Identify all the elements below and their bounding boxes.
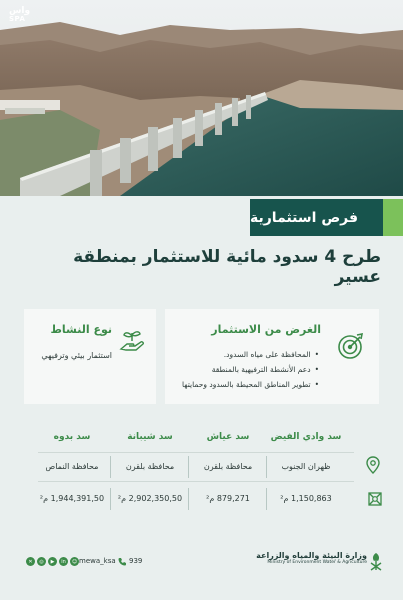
- dam-area: 1,150,863 م²: [280, 494, 332, 503]
- purpose-item: • دعم الأنشطة الترفيهية بالمنطقة: [182, 362, 319, 377]
- purpose-item: • المحافظة على مياه السدود.: [182, 347, 319, 362]
- dam-name: سد وادي الفيض: [270, 432, 342, 442]
- column-divider: [266, 488, 267, 510]
- activity-title: نوع النشاط: [50, 323, 112, 336]
- dam-area: 2,902,350,50 م²: [117, 494, 183, 503]
- ministry-name-en: Ministry of Environment Water & Agriculture: [267, 560, 367, 565]
- phone-number[interactable]: 939: [129, 557, 143, 565]
- dam-area: 879,271 م²: [206, 494, 250, 503]
- dam-location: محافظة بلقرن: [125, 462, 175, 471]
- ministry-logo-text: [256, 551, 367, 565]
- dam-area: 1,944,391,50 م²: [39, 494, 105, 503]
- plant-hand-icon: [118, 327, 146, 355]
- purpose-card: [165, 309, 379, 404]
- snapchat-icon[interactable]: ☺: [71, 558, 78, 565]
- phone-icon: [118, 557, 127, 566]
- column-divider: [188, 488, 189, 510]
- activity-text: استثمار بيئي وترفيهي: [41, 351, 112, 360]
- tag-accent-bar: [383, 199, 403, 236]
- social-handle[interactable]: mewa_ksa: [79, 557, 116, 565]
- youtube-icon[interactable]: ▶: [48, 557, 57, 566]
- spa-logo: [9, 7, 30, 23]
- activity-card: [24, 309, 156, 404]
- spa-logo-ar: واس: [9, 6, 31, 16]
- purpose-list: [182, 347, 319, 392]
- dam-location: ظهران الجنوب: [281, 462, 331, 471]
- column-divider: [110, 488, 111, 510]
- dam-location: محافظة النماص: [45, 462, 99, 471]
- headline: طرح 4 سدود مائية للاستثمار بمنطقة عسير: [73, 247, 381, 287]
- x-icon[interactable]: ✕: [26, 557, 35, 566]
- location-pin-icon: [366, 456, 380, 474]
- purpose-item: • تطوير المناطق المحيطة بالسدود وحمايتها: [182, 377, 319, 392]
- table-divider: [38, 452, 354, 453]
- column-divider: [266, 456, 267, 478]
- table-divider: [38, 481, 354, 482]
- hero-photo-dam: [0, 0, 403, 196]
- target-icon: [335, 331, 365, 361]
- dam-location: محافظة بلقرن: [203, 462, 253, 471]
- column-divider: [188, 456, 189, 478]
- spa-logo-en: SPA: [9, 15, 26, 23]
- saudi-emblem-icon: [369, 552, 383, 572]
- purpose-title: الغرض من الاستثمار: [211, 323, 321, 336]
- dam-name: سد عياش: [206, 432, 250, 442]
- instagram-icon[interactable]: ◎: [37, 557, 46, 566]
- ministry-name-ar: وزارة البيئة والمياه والزراعة: [256, 551, 367, 560]
- area-icon: [366, 490, 384, 508]
- column-divider: [110, 456, 111, 478]
- linkedin-icon[interactable]: in: [59, 557, 68, 566]
- dam-name: سد بدوه: [53, 432, 91, 442]
- category-tag: فرص استثمارية: [250, 199, 383, 236]
- social-icons: [26, 557, 79, 566]
- dam-name: سد شيبانة: [127, 432, 173, 442]
